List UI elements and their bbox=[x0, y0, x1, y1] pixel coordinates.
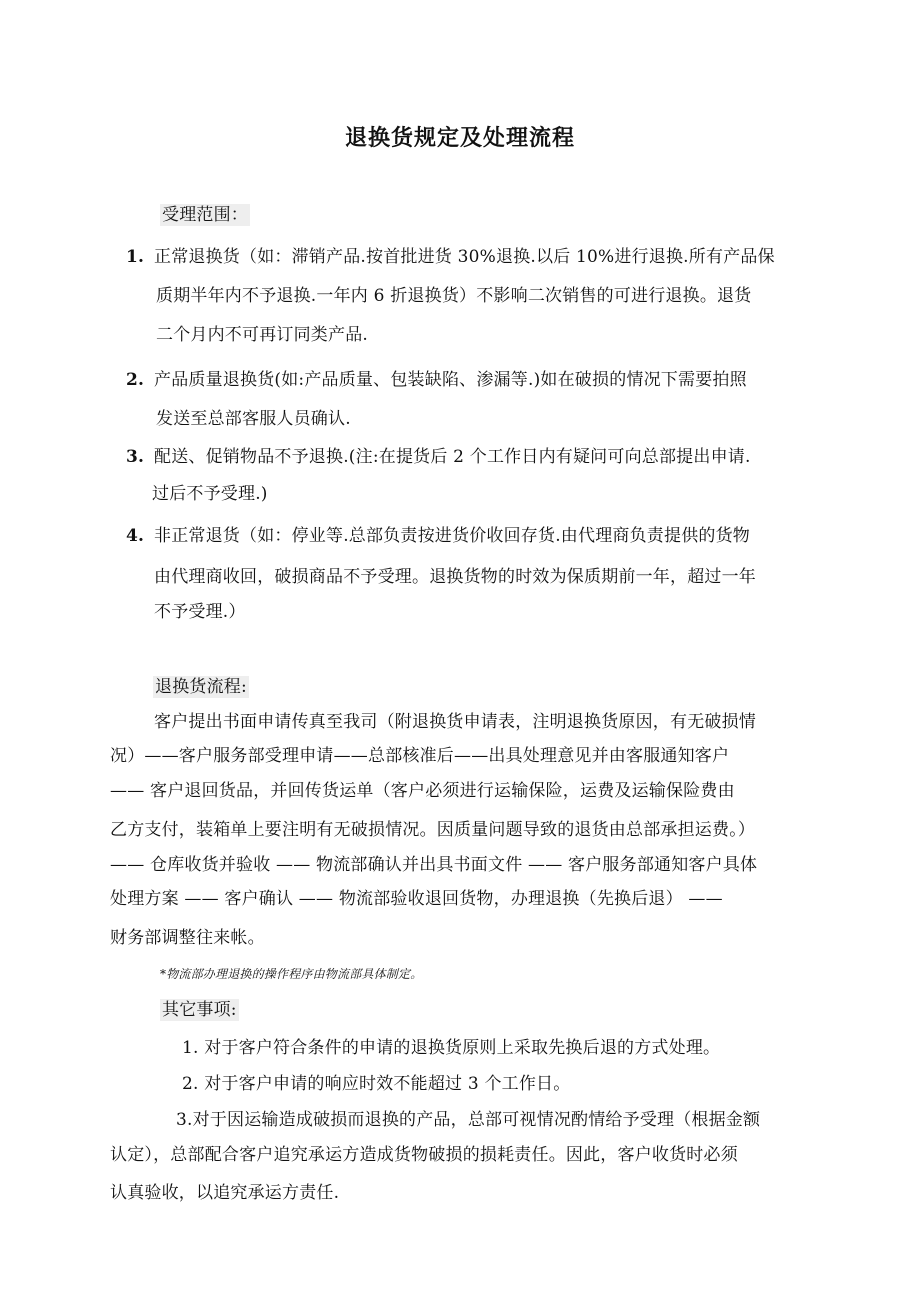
other-heading bbox=[160, 998, 239, 1022]
scope-item-4-text-1: 非正常退货（如：停业等.总部负责按进货价收回存货.由代理商负责提供的货物 bbox=[154, 526, 751, 546]
scope-item-2-line-1 bbox=[126, 368, 747, 392]
scope-item-1-line-1 bbox=[126, 245, 775, 269]
scope-item-4-line-1 bbox=[126, 524, 750, 548]
scope-item-4-line-3: 不予受理.） bbox=[154, 602, 246, 622]
scope-item-2-text-1: 产品质量退换货(如:产品质量、包装缺陷、渗漏等.)如在破损的情况下需要拍照 bbox=[154, 370, 747, 390]
scope-item-1-line-2: 质期半年内不予退换.一年内 6 折退换货）不影响二次销售的可进行退换。退货 bbox=[156, 286, 752, 306]
process-heading-label: 退换货流程: bbox=[155, 677, 247, 697]
scope-item-4-number: 4. bbox=[126, 526, 145, 546]
document-title: 退换货规定及处理流程 bbox=[344, 125, 575, 151]
other-item-3-line-2: 认定），总部配合客户追究承运方造成货物破损的损耗责任。因此，客户收货时必须 bbox=[110, 1145, 738, 1165]
scope-heading-label: 受理范围： bbox=[162, 205, 248, 225]
other-item-1: 1. 对于客户符合条件的申请的退换货原则上采取先换后退的方式处理。 bbox=[182, 1038, 721, 1058]
scope-item-2-line-2: 发送至总部客服人员确认. bbox=[156, 409, 351, 429]
scope-heading bbox=[160, 203, 250, 227]
scope-item-3-line-1 bbox=[126, 445, 751, 469]
other-item-3-line-3: 认真验收，以追究承运方责任. bbox=[110, 1183, 340, 1203]
process-note: *物流部办理退换的操作程序由物流部具体制定。 bbox=[160, 967, 423, 981]
scope-item-4-line-2: 由代理商收回，破损商品不予受理。退换货物的时效为保质期前一年，超过一年 bbox=[154, 567, 756, 587]
process-line-4: 乙方支付，装箱单上要注明有无破损情况。因质量问题导致的退货由总部承担运费。） bbox=[110, 820, 756, 840]
scope-item-2-number: 2. bbox=[126, 370, 145, 390]
scope-item-1-line-3: 二个月内不可再订同类产品. bbox=[156, 325, 369, 345]
other-item-2: 2. 对于客户申请的响应时效不能超过 3 个工作日。 bbox=[182, 1074, 571, 1094]
scope-item-1-text-1: 正常退换货（如：滞销产品.按首批进货 30%退换.以后 10%进行退换.所有产品保 bbox=[154, 247, 775, 267]
scope-item-3-text-1: 配送、促销物品不予退换.(注:在提货后 2 个工作日内有疑问可向总部提出申请. bbox=[154, 447, 751, 467]
other-heading-label: 其它事项: bbox=[162, 1000, 237, 1020]
scope-item-3-number: 3. bbox=[126, 447, 145, 467]
process-line-5: —— 仓库收货并验收 —— 物流部确认并出具书面文件 —— 客户服务部通知客户具体 bbox=[110, 855, 758, 875]
process-line-3: —— 客户退回货品，并回传货运单（客户必须进行运输保险，运费及运输保险费由 bbox=[110, 781, 735, 801]
scope-item-3-line-2: 过后不予受理.) bbox=[152, 484, 268, 504]
process-line-7: 财务部调整往来帐。 bbox=[110, 928, 265, 948]
process-line-6: 处理方案 —— 客户确认 —— 物流部验收退回货物，办理退换（先换后退） —— bbox=[110, 889, 723, 909]
process-line-1: 客户提出书面申请传真至我司（附退换货申请表，注明退换货原因，有无破损情 bbox=[154, 712, 756, 732]
scope-item-1-number: 1. bbox=[126, 247, 145, 267]
process-line-2: 况）——客户服务部受理申请——总部核准后——出具处理意见并由客服通知客户 bbox=[110, 746, 730, 766]
process-heading bbox=[153, 675, 249, 699]
other-item-3-line-1: 3.对于因运输造成破损而退换的产品，总部可视情况酌情给予受理（根据金额 bbox=[176, 1110, 761, 1130]
